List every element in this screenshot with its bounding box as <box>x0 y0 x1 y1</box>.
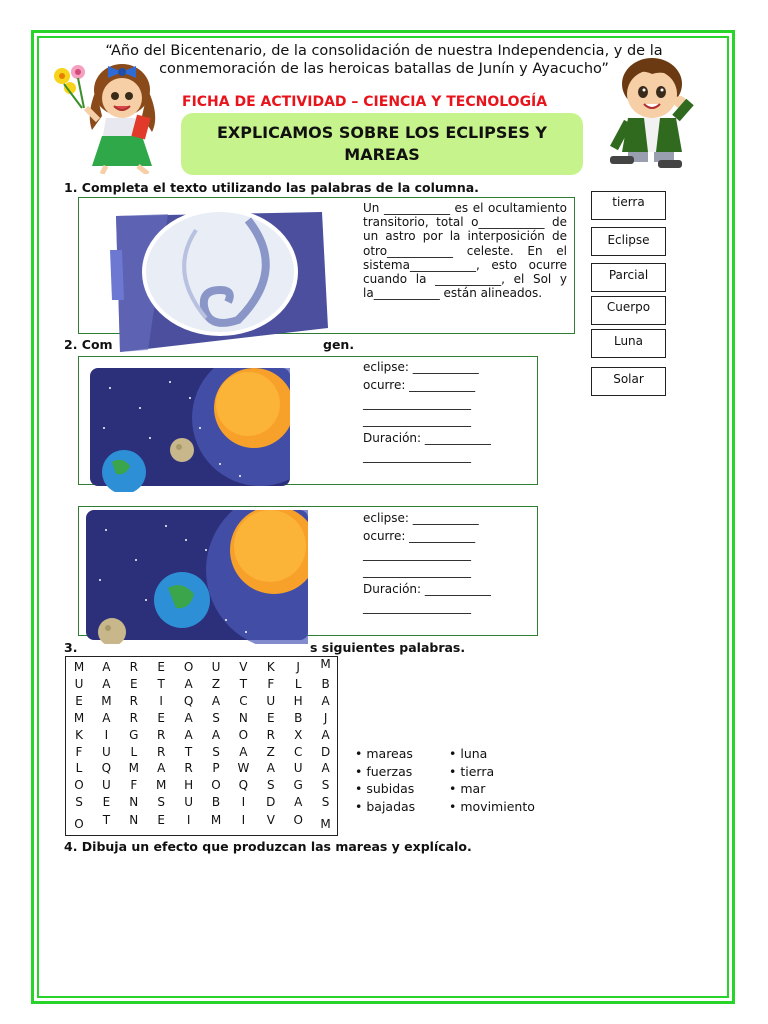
word-search-letter: G <box>293 778 303 793</box>
word-search-letter: I <box>104 727 109 742</box>
word-card-2: Eclipse <box>591 227 666 256</box>
word-list-right <box>449 745 535 815</box>
solar-eclipse-blank-2: __________________ <box>363 413 471 428</box>
word-search-letter: U <box>101 778 111 793</box>
word-list-item: • bajadas <box>355 798 416 814</box>
word-search-letter: I <box>159 693 163 708</box>
word-list-item: • movimiento <box>449 798 535 814</box>
lunar-eclipse-blank-2: __________________ <box>363 564 471 579</box>
word-search-letter: O <box>238 727 249 742</box>
word-search-letter: S <box>321 795 330 810</box>
word-search-letter: M <box>73 660 85 674</box>
word-search-letter: S <box>212 710 220 725</box>
lunar-eclipse-illustration <box>86 510 308 644</box>
word-search-letter: O <box>211 778 221 793</box>
word-search-letter: Z <box>211 676 221 691</box>
word-search-letter: P <box>212 761 220 776</box>
word-search-letter: H <box>184 778 194 793</box>
lunar-eclipse-duration-field: Duración: ___________ <box>363 582 491 597</box>
word-search-letter: A <box>239 744 248 759</box>
word-search-letter: R <box>157 727 166 742</box>
lunar-eclipse-fields <box>363 510 491 617</box>
word-search-letter: E <box>102 795 111 810</box>
word-search-letter: N <box>238 710 248 725</box>
word-list-item: • subidas <box>355 781 415 796</box>
word-search-letter: B <box>321 676 330 691</box>
word-search-letter: A <box>102 660 111 674</box>
word-search-letter: V <box>266 813 275 828</box>
word-search-letter: A <box>102 676 111 691</box>
word-search-letter: A <box>294 795 303 810</box>
word-search-letter: Q <box>101 761 112 776</box>
word-search-letter: R <box>157 744 166 759</box>
word-search-letter: L <box>130 744 138 759</box>
word-search-letter: L <box>294 676 302 691</box>
lunar-eclipse-blank-3: __________________ <box>363 599 471 614</box>
word-list-item: • mar <box>449 781 486 796</box>
word-search-letter: F <box>267 676 275 691</box>
word-search-letter: E <box>267 710 275 725</box>
word-search-letter: W <box>237 761 250 776</box>
word-search-letter: A <box>184 710 193 725</box>
word-search-letter: H <box>293 693 303 708</box>
question-3-label-start: 3. <box>64 640 78 655</box>
word-search-letter: U <box>211 660 221 674</box>
solar-eclipse-blank-1: __________________ <box>363 395 471 410</box>
solar-eclipse-ocurre-field: ocurre: ___________ <box>363 377 476 392</box>
word-list-left <box>355 745 415 815</box>
word-search-letter: V <box>239 660 248 674</box>
word-list-item: • tierra <box>449 763 495 779</box>
solar-eclipse-blank-3: __________________ <box>363 448 471 463</box>
word-search-letter: A <box>321 693 330 708</box>
word-search-letter: A <box>211 727 221 742</box>
solar-eclipse-duration-field: Duración: ___________ <box>363 431 491 446</box>
word-search-letter: R <box>129 660 138 674</box>
word-search-letter: E <box>157 813 165 828</box>
page-title <box>181 122 583 166</box>
question-2-label-start: 2. Com <box>64 337 113 352</box>
word-search-letter: M <box>320 657 331 671</box>
word-search-letter: B <box>211 795 221 810</box>
word-search-letter: U <box>101 744 111 759</box>
word-search-letter: T <box>157 676 165 691</box>
lunar-eclipse-ocurre-field: ocurre: ___________ <box>363 528 476 543</box>
word-search-letter: N <box>129 795 139 810</box>
word-search-letter: Q <box>183 693 194 708</box>
word-search-letter: K <box>75 727 83 742</box>
word-search-letter: B <box>294 710 303 725</box>
word-search-letter: S <box>75 795 83 810</box>
solar-eclipse-illustration <box>90 368 290 492</box>
word-card-5: Luna <box>591 329 666 358</box>
word-search-letter: Z <box>266 744 275 759</box>
word-search-letter: U <box>266 693 276 708</box>
word-search-letter: O <box>183 660 194 674</box>
word-search-letter: R <box>184 761 193 776</box>
word-search-letter: U <box>293 761 303 776</box>
word-search-letter: C <box>293 744 303 759</box>
word-search-letter: T <box>184 744 193 759</box>
word-list-item: • luna <box>449 746 488 761</box>
word-search-letter: M <box>210 813 222 828</box>
word-search-letter: O <box>74 817 84 832</box>
word-card-6: Solar <box>591 367 666 396</box>
page-title-line1: EXPLICAMOS SOBRE LOS ECLIPSES Y <box>216 123 548 142</box>
word-search-letter: A <box>184 727 193 742</box>
girl-illustration <box>42 56 180 174</box>
solar-eclipse-fields <box>363 359 491 466</box>
word-search-letter: M <box>101 693 112 708</box>
word-search-letter: E <box>157 710 165 725</box>
word-search-letter: O <box>74 778 84 793</box>
question-2-label-end: gen. <box>323 337 355 352</box>
word-search-letter: S <box>157 795 165 810</box>
word-search-letter: R <box>266 727 275 742</box>
eclipse-illustration <box>108 210 330 356</box>
word-search-letter: A <box>266 761 275 776</box>
word-search-letter: I <box>241 813 246 828</box>
word-search-letter: A <box>211 693 221 708</box>
word-search-letter: S <box>212 744 220 759</box>
word-search-letter: S <box>266 778 275 793</box>
word-search-letter: F <box>75 744 83 759</box>
question-1-label: 1. Completa el texto utilizando las palabras de la columna. <box>64 180 479 195</box>
word-search-letter: E <box>157 660 165 674</box>
word-search-letter: D <box>266 795 276 810</box>
lunar-eclipse-name-field: eclipse: ___________ <box>363 511 479 525</box>
word-search-letter: J <box>296 660 300 674</box>
word-search-letter: S <box>321 778 330 793</box>
word-search-letter: R <box>129 693 138 708</box>
word-search-letter: X <box>294 727 303 742</box>
header-quote-line1: “Año del Bicentenario, de la consolidación de nuestra Independencia, y de la <box>105 43 663 59</box>
word-search-letter: O <box>293 813 303 828</box>
lunar-eclipse-blank-1: __________________ <box>363 546 471 561</box>
word-search-letter: N <box>129 813 139 828</box>
word-search-letter: I <box>241 795 246 810</box>
solar-eclipse-name-field: eclipse: ___________ <box>363 360 479 374</box>
word-card-1: tierra <box>591 191 666 220</box>
word-search-letter: T <box>239 676 248 691</box>
word-search-letter: M <box>128 761 139 776</box>
boy-illustration <box>598 52 716 170</box>
word-search-letter: E <box>75 693 83 708</box>
activity-sheet-label: FICHA DE ACTIVIDAD – CIENCIA Y TECNOLOGÍA <box>182 94 548 110</box>
word-search-letter: U <box>74 676 84 691</box>
word-search-letter: A <box>321 727 330 742</box>
word-search-letter: C <box>239 693 248 708</box>
word-search-letter: G <box>129 727 139 742</box>
word-search-letter: F <box>130 778 138 793</box>
word-card-4: Cuerpo <box>591 296 666 325</box>
question-4-label: 4. Dibuja un efecto que produzcan las mareas y explícalo. <box>64 839 472 854</box>
word-search-letter: K <box>266 660 275 674</box>
word-list-item: • mareas <box>355 746 413 761</box>
word-search-letter: T <box>102 813 111 828</box>
word-card-3: Parcial <box>591 263 666 292</box>
word-search-letter: U <box>184 795 193 810</box>
word-search-letter: I <box>186 813 191 828</box>
header-quote-line2: conmemoración de las heroicas batallas de Junín y Ayacucho” <box>159 61 609 77</box>
word-search-letter: L <box>75 761 83 776</box>
word-search-letter: E <box>130 676 138 691</box>
word-search-letter: J <box>323 710 328 725</box>
question-1-text: Un ___________ es el ocultamiento transitorio, total o___________ de un astro por la interposición de otro___________ celeste. En el sistema___________, esto ocurre cuando la ___________, el Sol y la___________ están alineados. <box>363 201 567 301</box>
word-list-item: • fuerzas <box>355 763 413 779</box>
word-search-letter: Q <box>238 778 249 793</box>
word-search-letter: D <box>320 744 331 759</box>
word-search-letter: R <box>129 710 138 725</box>
word-search-letter: A <box>184 676 193 691</box>
page-title-line2: MAREAS <box>344 145 420 164</box>
word-search-letter: A <box>102 710 111 725</box>
word-search-letter: M <box>73 710 85 725</box>
word-search-letter: M <box>320 817 331 832</box>
word-search-letter: A <box>321 761 330 776</box>
word-search-letter: M <box>156 778 167 793</box>
word-search-letter: A <box>157 761 166 776</box>
question-3-label-end: s siguientes palabras. <box>310 640 466 655</box>
